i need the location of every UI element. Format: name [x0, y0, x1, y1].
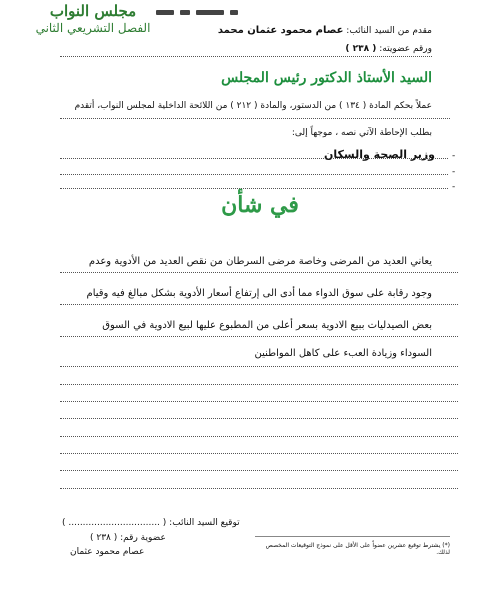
top-header-strip: [150, 0, 260, 6]
footnote: (*) يشترط توقيع عشرين عضواً على الأقل على نموذج التوقيعات المخصص لذلك.: [265, 542, 450, 556]
signature-name: عصام محمود عثمان: [70, 547, 145, 557]
logo-line-1: مجلس النواب: [49, 2, 137, 20]
recipient-line-3: [60, 188, 448, 189]
body-line-2: وجود رقابة على سوق الدواء مما أدى الى إرتفاع أسعار الأدوية بشكل مبالغ فيه وقيام: [86, 288, 432, 299]
minister-name: وزير الصحة والسكان: [324, 148, 435, 161]
intro-line-1: عملاً بحكم المادة ( ١٣٤ ) من الدستور، والمادة ( ٢١٢ ) من اللائحة الداخلية لمجلس النواب، أتقدم: [74, 101, 432, 111]
body-rule-3: [60, 336, 458, 337]
logo-line-2: الفصل التشريعي الثاني: [35, 21, 151, 35]
intro-line-2: بطلب الإحاطة الآتي نصه ، موجهاً إلى:: [291, 128, 432, 138]
body-line-1: يعاني العديد من المرضى وخاصة مرضى السرطان من نقص العديد من الأدوية وعدم: [88, 256, 432, 267]
footnote-separator: [255, 536, 450, 537]
subject-heading: في شأن: [221, 192, 299, 218]
parliament-logo: [28, 2, 158, 42]
submitter-name: عصام محمود عثمان محمد: [217, 25, 344, 36]
membership-row: [345, 44, 432, 54]
intro-dotted-line: [60, 118, 450, 119]
body-rule-2: [60, 304, 458, 305]
blank-rule-6: [60, 453, 458, 454]
signature-membership: عضوية رقم: ( ٢٣٨ ): [90, 533, 166, 543]
blank-rule-8: [60, 488, 458, 489]
submitter-label: مقدم من السيد النائب:: [346, 26, 432, 36]
header-dotted-line: [60, 56, 432, 57]
signature-label: توقيع السيد النائب:: [169, 518, 240, 528]
blank-rule-3: [60, 401, 458, 402]
submitter-row: [218, 25, 432, 36]
signature-row: [62, 518, 240, 528]
blank-rule-1: [60, 366, 458, 367]
blank-rule-2: [60, 384, 458, 385]
recipient-line-2: [60, 174, 448, 175]
recipient-line-1: [60, 158, 448, 159]
blank-rule-4: [60, 418, 458, 419]
membership-number: ( ٢٣٨ ): [345, 44, 377, 54]
blank-rule-7: [60, 470, 458, 471]
blank-rule-5: [60, 436, 458, 437]
body-rule-1: [60, 272, 458, 273]
signature-placeholder: ( ................................ ): [62, 518, 167, 528]
addressee-title: السيد الأستاذ الدكتور رئيس المجلس: [221, 70, 432, 86]
recipient-marker-1: -: [452, 151, 456, 161]
body-line-3: بعض الصيدليات ببيع الادوية بسعر أعلى من المطبوع عليها لبيع الادوية في السوق: [102, 320, 432, 331]
recipient-marker-2: -: [452, 167, 456, 177]
membership-label: ورقم عضويته:: [379, 44, 432, 54]
body-line-4: السوداء وزيادة العبء على كاهل المواطنين: [254, 348, 432, 359]
recipient-marker-3: -: [452, 182, 456, 192]
